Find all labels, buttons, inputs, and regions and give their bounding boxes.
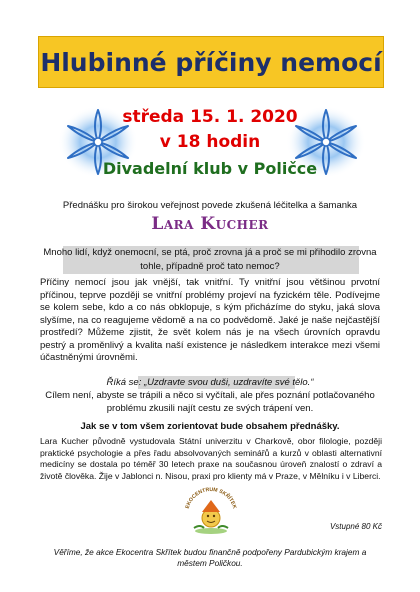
body-paragraph: Příčiny nemocí jsou jak vnější, tak vnitřní. Ty vnitřní jsou většinou prvotní příčinou, teprve později se vnitřní problémy projeví na fyzickém těle. Podívejme se kolem sebe, kdo a co nás obklopuje, s kým přicházíme do styku, jaká slova slyšíme, na co reagujeme vědomě a na co podvědomě. Jaké je naše nejčastější prostředí? Můžeme zjistit, že svět kolem nás je na všech úrovních opravdu pestrý a proměnlivý a kvalita naší existence je následkem interakce mezi všemi účastněnými úrovněmi. (40, 277, 380, 363)
logo-text: EKOCENTRUM SKŘÍTEK (184, 486, 238, 510)
lecture-lead: Jak se v tom všem zorientovat bude obsahem přednášky. (80, 421, 340, 432)
speaker-name: Lara Kucher (151, 214, 269, 234)
page-title: Hlubinné příčiny nemocí (40, 47, 382, 77)
saying (0, 376, 420, 389)
speaker-bio: Lara Kucher původně vystudovala Státní univerzitu v Charkově, obor filologie, později praktické psychologie a přes řadu absolvovaných seminářů a kurzů v oblasti alternativní medicíny se dostala po téměř 30 letech praxe na současnou úroveň znalostí o zdraví a životě člověka. Žije v Jablonci n. Nisou, praxi pro klienty má v Praze, v Mělníku i v Liberci. (40, 436, 382, 481)
saying-quote: „Uzdravte svou duši, uzdravíte své tělo.“ (144, 377, 314, 388)
title-banner (38, 36, 384, 88)
intro-text: Přednášku pro širokou veřejnost povede zkušená léčitelka a šamanka (62, 200, 358, 211)
event-venue: Divadelní klub v Poličce (102, 159, 318, 178)
event-time: v 18 hodin (159, 132, 261, 152)
admission-fee: Vstupné 80 Kč (329, 522, 382, 531)
goal-paragraph: Cílem není, abyste se trápili a něco si vyčítali, ale přes poznání potlačovaného problému zkusili najít cestu ze svých trápení ven. (45, 390, 375, 414)
event-date: středa 15. 1. 2020 (122, 107, 298, 127)
saying-label: Říká se: (106, 377, 142, 388)
sponsor-footer: Věříme, že akce Ekocentra Skřítek budou finančně podpořeny Pardubickým krajem a městem Poličkou. (53, 547, 367, 568)
question-text: Mnoho lidí, když onemocní, se ptá, proč zrovna já a proč se mi přihodilo zrovna tohle, případně proč tato nemoc? (43, 247, 377, 272)
